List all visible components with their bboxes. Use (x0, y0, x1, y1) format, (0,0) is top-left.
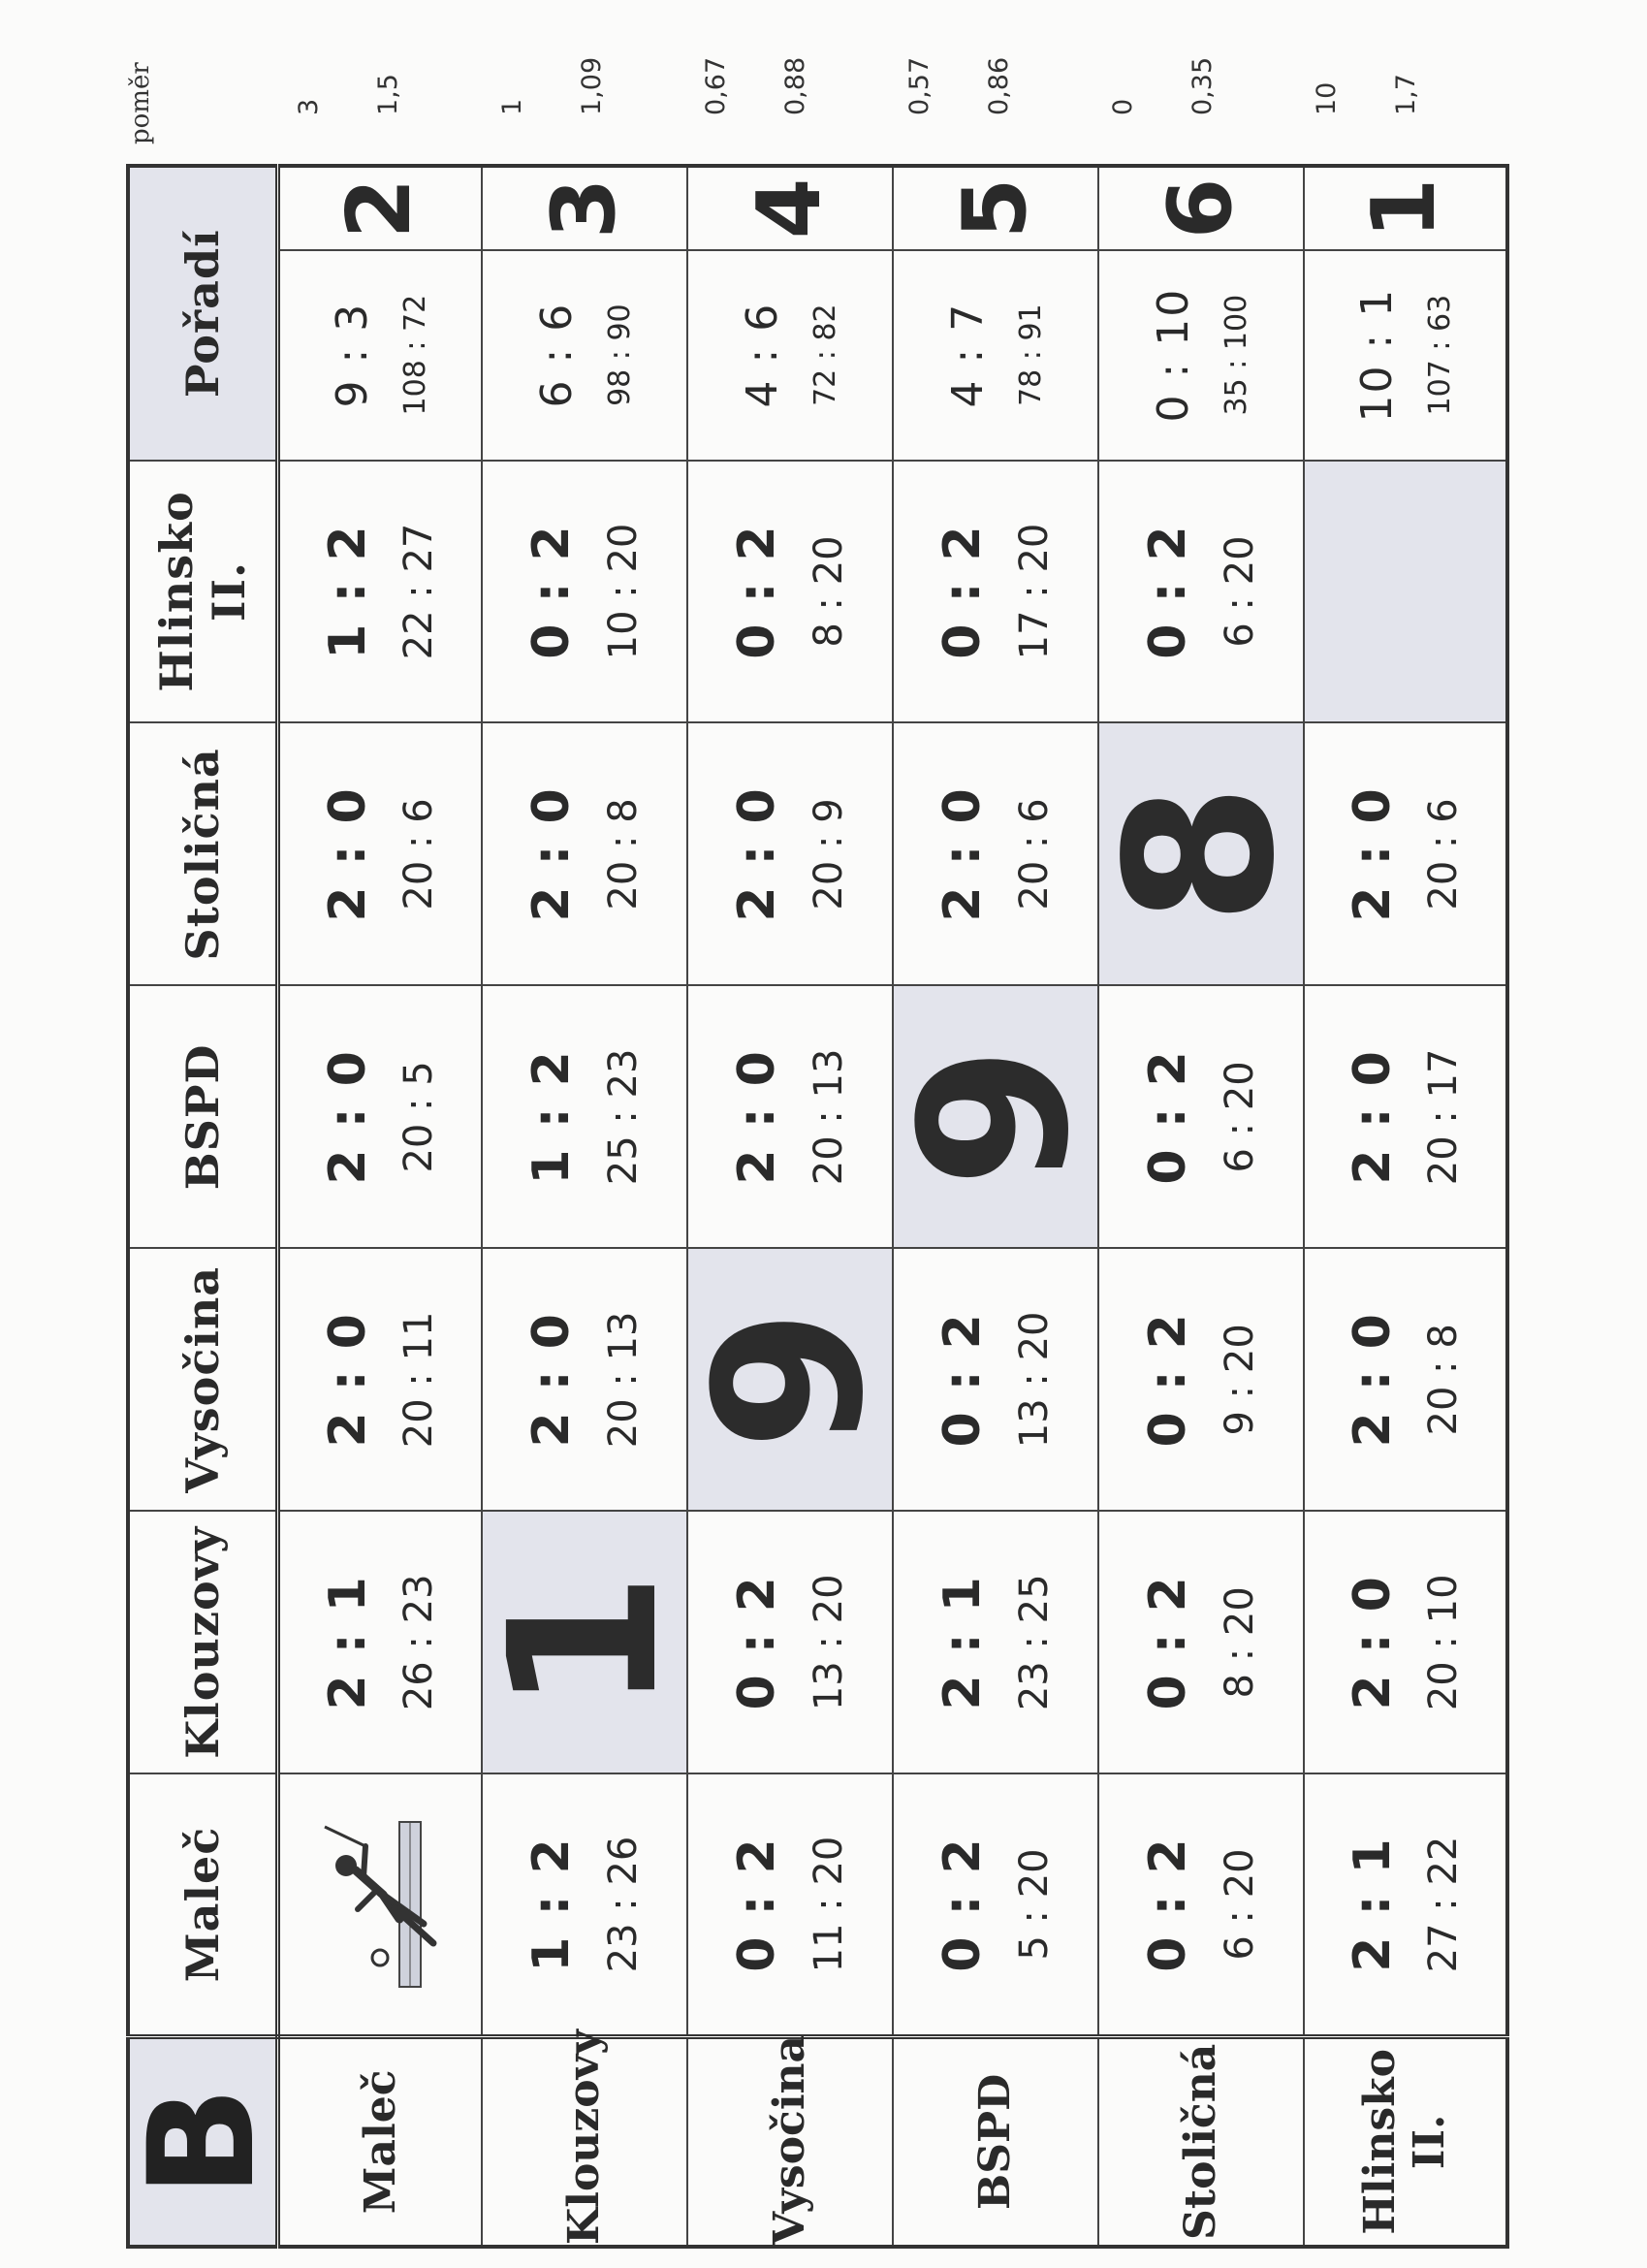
match-result-cell (687, 722, 893, 985)
row-header (482, 2029, 687, 2247)
points-score: 27 : 22 (1421, 1836, 1467, 1973)
total-sets: 4 : 6 (737, 302, 787, 408)
row-header (1098, 2036, 1304, 2247)
points-score: 20 : 8 (600, 798, 646, 910)
match-result-cell (893, 1511, 1098, 1773)
rank-cell (1304, 166, 1507, 250)
match-result-cell (1304, 1511, 1507, 1773)
column-header (128, 1511, 278, 1773)
points-score: 23 : 26 (600, 1836, 646, 1973)
logo-cell (278, 1773, 482, 2036)
total-sets: 6 : 6 (531, 302, 582, 408)
diagonal-cell (875, 985, 1114, 1248)
sets-score: 0 : 2 (1139, 1312, 1198, 1448)
match-result-cell (687, 985, 893, 1248)
sets-score: 0 : 2 (1139, 1575, 1198, 1710)
rank-number: 2 (329, 177, 431, 240)
column-header-label: Vysočina (176, 1265, 229, 1493)
ratio-points: 0,86 (984, 56, 1014, 115)
group-corner (118, 2036, 287, 2247)
total-sets: 4 : 7 (942, 302, 993, 408)
total-sets: 9 : 3 (328, 302, 378, 408)
points-score: 11 : 20 (806, 1836, 851, 1973)
sets-score: 1 : 2 (523, 1837, 582, 1972)
ratio-sets: 0,67 (701, 56, 731, 115)
sets-score: 0 : 2 (728, 1837, 787, 1972)
match-result-cell (1304, 1773, 1507, 2036)
rank-number: 6 (1149, 177, 1251, 240)
row-header-label: Klouzovy (559, 2029, 609, 2245)
points-score: 13 : 20 (806, 1574, 851, 1711)
ratio-cell (1071, 9, 1275, 144)
points-score: 22 : 27 (396, 523, 442, 660)
header-row (128, 166, 278, 2247)
match-result-cell (278, 985, 482, 1248)
group-letter: B (118, 2086, 287, 2198)
points-score: 20 : 6 (396, 798, 442, 910)
match-result-cell (278, 1511, 482, 1773)
match-result-cell (482, 1248, 687, 1511)
sets-score: 0 : 2 (1139, 1049, 1198, 1185)
total-points: 98 : 90 (602, 303, 637, 406)
totals-cell (687, 250, 893, 461)
sets-score: 0 : 2 (934, 524, 993, 659)
match-result-cell (1098, 461, 1304, 723)
points-score: 20 : 9 (806, 798, 851, 910)
points-score: 23 : 25 (1011, 1574, 1057, 1711)
rank-number: 3 (532, 177, 635, 240)
total-points: 78 : 91 (1013, 303, 1048, 406)
match-result-cell (1098, 1248, 1304, 1511)
match-result-cell (482, 461, 687, 723)
ratio-points: 0,35 (1188, 56, 1218, 115)
ranking-header (128, 166, 278, 461)
match-result-cell (687, 1773, 893, 2036)
column-header-label: Stoličná (176, 748, 229, 961)
points-score: 20 : 10 (1421, 1574, 1467, 1711)
sets-score: 0 : 2 (1139, 524, 1198, 659)
sets-score: 2 : 0 (523, 1312, 582, 1448)
points-score: 6 : 20 (1217, 1061, 1262, 1173)
rank-cell (278, 166, 482, 250)
match-result-cell (1304, 722, 1507, 985)
ratio-points: 0,88 (780, 56, 810, 115)
column-header-label: Hlinsko II. (150, 491, 255, 692)
rank-cell (893, 166, 1098, 250)
sets-score: 2 : 0 (728, 1049, 787, 1185)
sets-score: 0 : 2 (934, 1312, 993, 1448)
team-row (893, 166, 1098, 2247)
match-result-cell (687, 461, 893, 723)
match-result-cell (893, 722, 1098, 985)
sets-score: 0 : 2 (728, 1575, 787, 1710)
diagonal-cell (1081, 722, 1319, 985)
sets-score: 0 : 2 (934, 1837, 993, 1972)
ratio-sets: 0 (1108, 98, 1138, 115)
sets-score: 2 : 0 (523, 786, 582, 922)
ratio-points: 1,7 (1391, 74, 1421, 115)
diagonal-number: 9 (875, 1045, 1114, 1188)
match-result-cell (1098, 1773, 1304, 2036)
sets-score: 2 : 0 (319, 786, 378, 922)
sets-score: 0 : 2 (523, 524, 582, 659)
column-header-label: Klouzovy (176, 1525, 229, 1759)
row-header-label: Stoličná (1176, 2043, 1225, 2240)
rank-cell (1098, 166, 1304, 250)
points-score: 8 : 20 (1217, 1586, 1262, 1699)
points-score: 20 : 5 (396, 1061, 442, 1173)
match-result-cell (1304, 985, 1507, 1248)
row-header-label: Maleč (355, 2069, 405, 2215)
totals-cell (1304, 250, 1507, 461)
sets-score: 1 : 2 (523, 1049, 582, 1185)
match-result-cell (278, 722, 482, 985)
sets-score: 2 : 0 (1343, 1575, 1402, 1710)
team-row (278, 166, 482, 2247)
diagonal-cell (1304, 461, 1507, 723)
ratio-column (126, 9, 1478, 144)
total-points: 107 : 63 (1423, 294, 1457, 416)
points-score: 10 : 20 (600, 523, 646, 660)
total-sets: 10 : 1 (1352, 287, 1402, 423)
row-header (278, 2036, 482, 2247)
match-result-cell (482, 985, 687, 1248)
rank-number: 4 (738, 177, 840, 240)
sets-score: 2 : 0 (319, 1312, 378, 1448)
totals-cell (893, 250, 1098, 461)
points-score: 25 : 23 (600, 1048, 646, 1186)
points-score: 20 : 6 (1011, 798, 1057, 910)
sets-score: 2 : 0 (728, 786, 787, 922)
match-result-cell (687, 1511, 893, 1773)
points-score: 5 : 20 (1011, 1848, 1057, 1961)
points-score: 6 : 20 (1217, 535, 1262, 648)
points-score: 20 : 17 (1421, 1048, 1467, 1186)
sets-score: 2 : 0 (1343, 1049, 1402, 1185)
ratio-sets: 10 (1312, 81, 1342, 115)
row-header (893, 2036, 1098, 2247)
rank-number: 1 (1353, 177, 1455, 240)
team-row (687, 166, 893, 2247)
totals-cell (482, 250, 687, 461)
totals-cell (1098, 250, 1304, 461)
total-points: 108 : 72 (398, 294, 433, 416)
sets-score: 2 : 1 (319, 1575, 378, 1710)
volleyball-player-icon (307, 1807, 453, 2001)
sets-score: 2 : 0 (1343, 1312, 1402, 1448)
team-row (482, 166, 687, 2247)
ratio-sets: 3 (294, 98, 324, 115)
points-score: 13 : 20 (1011, 1311, 1057, 1449)
sets-score: 0 : 2 (1139, 1837, 1198, 1972)
ratio-cell (868, 9, 1071, 144)
ratio-header (126, 9, 257, 144)
total-sets: 0 : 10 (1148, 287, 1198, 423)
rank-cell (482, 166, 687, 250)
points-score: 26 : 23 (396, 1574, 442, 1711)
diagonal-cell (670, 1248, 908, 1511)
total-points: 72 : 82 (808, 303, 842, 406)
sets-score: 2 : 1 (1343, 1837, 1402, 1972)
points-score: 8 : 20 (806, 535, 851, 648)
points-score: 20 : 13 (600, 1311, 646, 1449)
ratio-cell (460, 9, 664, 144)
column-header (128, 461, 278, 723)
match-result-cell (278, 461, 482, 723)
ratio-sets: 0,57 (904, 56, 934, 115)
ratio-header-label: poměr (126, 62, 155, 144)
rank-number: 5 (943, 177, 1046, 240)
match-result-cell (893, 461, 1098, 723)
row-header-label: Hlinsko II. (1355, 2049, 1454, 2235)
diagonal-cell (464, 1511, 703, 1773)
column-header-label: BSPD (176, 1043, 229, 1191)
ratio-cell (664, 9, 868, 144)
match-result-cell (1098, 1511, 1304, 1773)
points-score: 20 : 6 (1421, 798, 1467, 910)
ratio-sets: 1 (497, 98, 527, 115)
match-result-cell (893, 1773, 1098, 2036)
match-result-cell (1304, 1248, 1507, 1511)
column-header (128, 1773, 278, 2036)
ratio-points: 1,09 (577, 56, 607, 115)
diagonal-number: 9 (670, 1308, 908, 1451)
row-header-label: Vysočina (765, 2034, 814, 2245)
match-result-cell (482, 722, 687, 985)
points-score: 20 : 13 (806, 1048, 851, 1186)
points-score: 6 : 20 (1217, 1848, 1262, 1961)
totals-cell (278, 250, 482, 461)
row-header (687, 2036, 893, 2247)
team-row (1304, 166, 1507, 2247)
ranking-header-label: Pořadí (176, 229, 229, 399)
match-result-cell (1098, 985, 1304, 1248)
diagonal-number: 8 (1081, 783, 1319, 926)
team-row (1098, 166, 1304, 2247)
column-header-label: Maleč (176, 1826, 229, 1983)
ratio-cell (257, 9, 460, 144)
column-header (128, 1248, 278, 1511)
ratio-points: 1,5 (373, 74, 403, 115)
match-result-cell (278, 1248, 482, 1511)
column-header (128, 985, 278, 1248)
sets-score: 2 : 0 (319, 1049, 378, 1185)
sets-score: 2 : 1 (934, 1575, 993, 1710)
row-header-label: BSPD (970, 2073, 1020, 2210)
points-score: 9 : 20 (1217, 1324, 1262, 1436)
sets-score: 0 : 2 (728, 524, 787, 659)
ratio-cell (1275, 9, 1478, 144)
sets-score: 2 : 0 (1343, 786, 1402, 922)
match-result-cell (893, 1248, 1098, 1511)
diagonal-number: 1 (464, 1571, 703, 1713)
points-score: 20 : 8 (1421, 1324, 1467, 1436)
points-score: 20 : 11 (396, 1311, 442, 1449)
match-result-cell (482, 1773, 687, 2036)
results-table (118, 164, 1509, 2249)
column-header (128, 722, 278, 985)
row-header (1304, 2036, 1507, 2247)
sets-score: 2 : 0 (934, 786, 993, 922)
rank-cell (687, 166, 893, 250)
total-points: 35 : 100 (1219, 294, 1253, 416)
points-score: 17 : 20 (1011, 523, 1057, 660)
sets-score: 1 : 2 (319, 524, 378, 659)
